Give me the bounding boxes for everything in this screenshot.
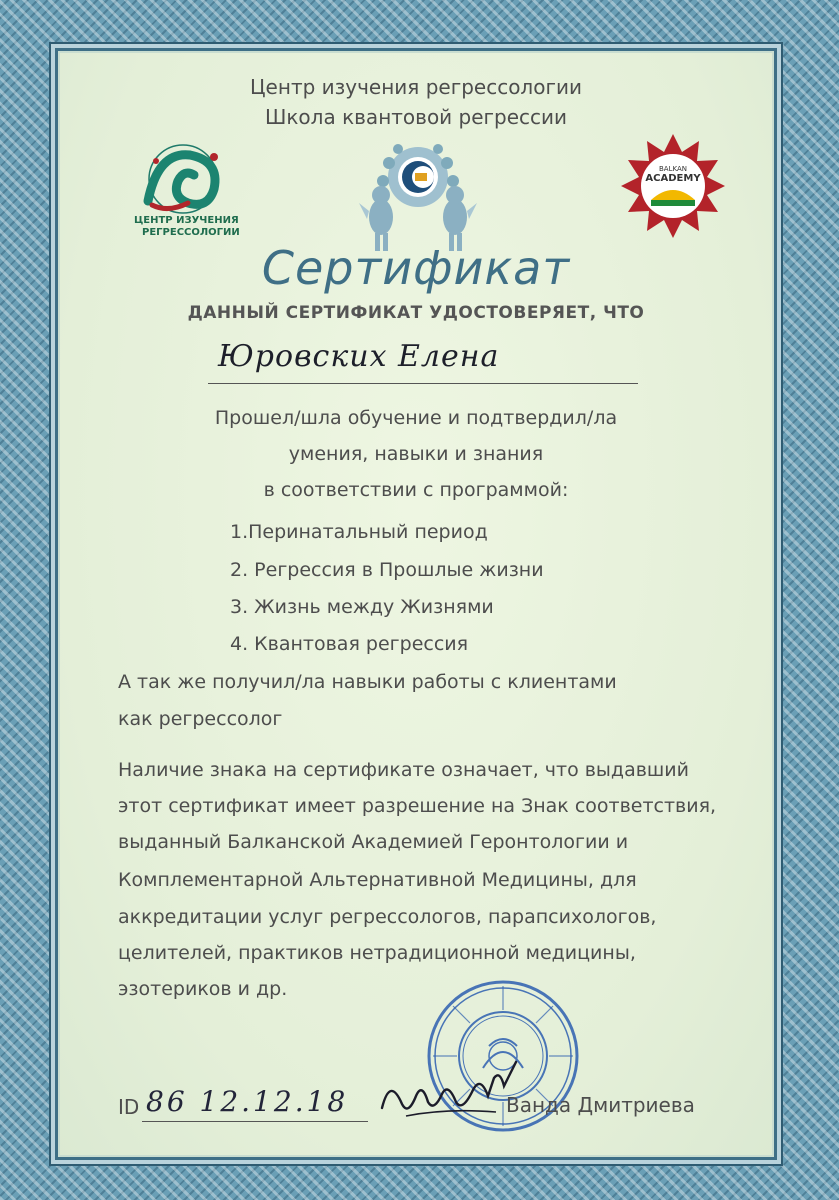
certifies-statement: ДАННЫЙ СЕРТИФИКАТ УДОСТОВЕРЯЕТ, ЧТО [187, 303, 645, 323]
license-line: Наличие знака на сертификате означает, что выдавший [118, 759, 689, 781]
program-item: 1.Перинатальный период [230, 521, 488, 543]
license-line: Комплементарной Альтернативной Медицины, для [118, 869, 637, 891]
certificate-id-label: ID [118, 1095, 140, 1119]
left-logo-text-line2: РЕГРЕССОЛОГИИ [142, 227, 240, 238]
license-line: выданный Балканской Академией Геронтологии и [118, 831, 629, 853]
org-name-line1: Центр изучения регрессологии [250, 75, 582, 99]
completion-line-1: Прошел/шла обучение и подтвердил/ла [214, 407, 618, 429]
certificate-body [55, 48, 777, 1160]
skills-line-1: А так же получил/ла навыки работы с клиентами [118, 671, 617, 693]
program-item: 4. Квантовая регрессия [230, 633, 469, 655]
completion-line-2: умения, навыки и знания [288, 443, 544, 465]
license-line: аккредитации услуг регрессологов, парапсихологов, [118, 906, 657, 928]
left-logo-text-line1: ЦЕНТР ИЗУЧЕНИЯ [134, 215, 239, 226]
license-line: этот сертификат имеет разрешение на Знак соответствия, [118, 795, 717, 817]
signer-name: Ванда Дмитриева [506, 1093, 695, 1117]
balkan-logo-text-2: ACADEMY [645, 173, 701, 184]
program-item: 3. Жизнь между Жизнями [230, 596, 494, 618]
balkan-academy-logo-icon [618, 131, 728, 241]
license-line: целителей, практиков нетрадиционной медицины, [118, 942, 636, 964]
recipient-name: Юровских Елена [218, 339, 500, 374]
skills-line-2: как регрессолог [118, 708, 283, 730]
org-name-line2: Школа квантовой регрессии [264, 105, 568, 129]
certificate-title: Сертификат [261, 241, 571, 295]
program-item: 2. Регрессия в Прошлые жизни [230, 559, 544, 581]
balkan-logo-text-1: BALKAN [659, 165, 687, 173]
certificate-id-value: 86 12.12.18 [146, 1085, 349, 1118]
name-underline [208, 383, 638, 384]
completion-line-3: в соответствии с программой: [263, 479, 569, 501]
id-underline [142, 1121, 368, 1122]
license-line: эзотериков и др. [118, 978, 288, 1000]
